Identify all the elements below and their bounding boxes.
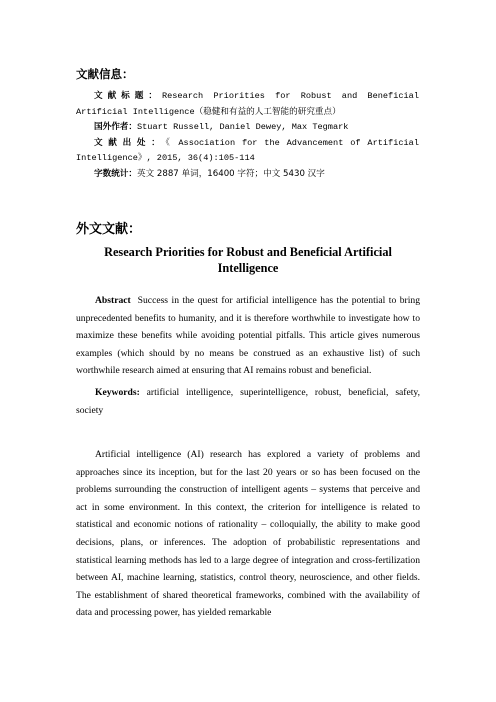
abstract-text: Success in the quest for artificial intelligence has the potential to bring unprecedented benefits to humanity, and it is therefore worthwhile to investigate how to maximize these benefits while avoiding potential pitfalls. This article gives numerous examples (which should by no means be construed as an exhaustive list) of such worthwhile research aimed at ensuring that AI remains robust and beneficial.: [76, 295, 420, 377]
foreign-heading: 外文文献：: [76, 222, 142, 237]
count-label: 字数统计：: [94, 168, 137, 179]
authors-value: Stuart Russell, Daniel Dewey, Max Tegmark: [136, 122, 349, 132]
info-title-row: [76, 89, 419, 120]
count-value: 英文 2887 单词，16400 字符；中文 5430 汉字: [136, 168, 325, 179]
info-count-row: [76, 167, 419, 183]
abstract-paragraph: [76, 292, 420, 380]
info-block: [76, 89, 419, 182]
info-authors-row: [76, 120, 419, 136]
article-title: Research Priorities for Robust and Beneficial Artificial Intelligence: [104, 245, 392, 275]
keywords-label: Keywords:: [95, 387, 140, 398]
title-label: 文献标题：: [94, 91, 162, 101]
title-value: Research Priorities for Robust and Beneficial Artificial Intelligence（稳健和有益的人工智能的研究重点）: [76, 91, 419, 117]
keywords-paragraph: [76, 384, 420, 419]
info-heading: 文献信息：: [76, 67, 134, 81]
authors-label: 国外作者：: [94, 122, 137, 132]
info-source-row: [76, 136, 419, 167]
source-value: 《 Association for the Advancement of Artificial Intelligence》, 2015, 36(4):105-114: [76, 137, 419, 163]
source-label: 文献出处：: [94, 137, 166, 148]
abstract-label: Abstract: [95, 295, 131, 306]
keywords-text: artificial intelligence, superintelligence, robust, beneficial, safety, society: [76, 387, 421, 416]
body-paragraph: Artificial intelligence (AI) research has explored a variety of problems and approaches since its inception, but for the last 20 years or so has been focused on the problems surrounding the construction of intelligent agents – systems that perceive and act in some environment. In this context, the criterion for intelligence is related to statistical and economic notions of rationality – colloquially, the ability to make good decisions, plans, or inferences. The adoption of probabilistic representations and statistical learning methods has led to a large degree of integration and cross-fertilization between AI, machine learning, statistics, control theory, neuroscience, and other fields. The establishment of shared theoretical frameworks, combined with the availability of data and processing power, has yielded remarkable: [76, 449, 420, 619]
